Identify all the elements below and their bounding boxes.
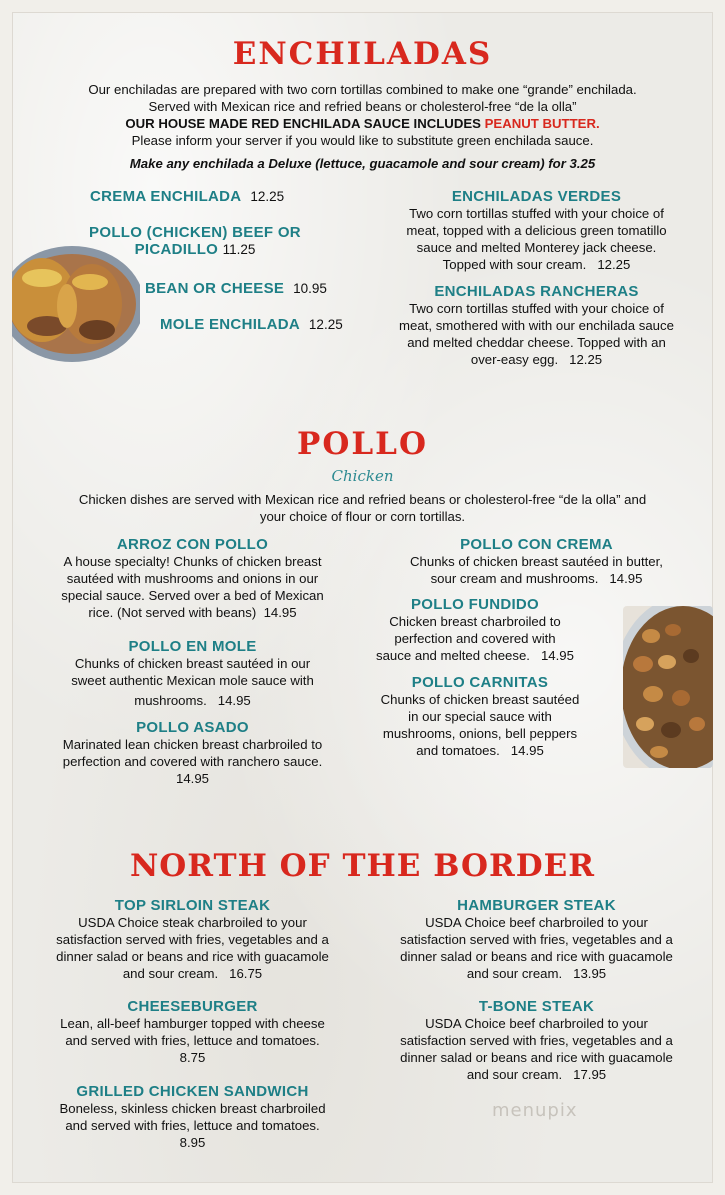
menu-item: ARROZ CON POLLO A house specialty! Chunks of chicken breast sautéed with mushrooms and onions in our special sauce. Served over a bed of Mexican rice. (Not served with beans) 14.95 (61, 536, 324, 620)
menu-item: GRILLED CHICKEN SANDWICH Boneless, skinless chicken breast charbroiled and served with fries, lettuce and tomatoes. 8.95 (59, 1083, 326, 1150)
menu-item: POLLO (CHICKEN) BEEF OR PICADILLO 11.25 (89, 224, 301, 258)
menu-item: MOLE ENCHILADA 12.25 (160, 316, 343, 333)
menu-item: POLLO CARNITAS Chunks of chicken breast sautéed in our special sauce with mushrooms, onions, bell peppers and tomatoes. 14.95 (380, 674, 580, 758)
menu-item: ENCHILADAS RANCHERAS Two corn tortillas stuffed with your choice of meat, smothered with with our enchilada sauce and melted cheddar cheese. Topped with an over-easy egg. 12.25 (399, 283, 674, 367)
enchiladas-title: ENCHILADAS (232, 36, 493, 72)
menu-item: CREMA ENCHILADA 12.25 (90, 188, 285, 205)
pollo-dish-image (623, 606, 713, 768)
menu-item: HAMBURGER STEAK USDA Choice beef charbroiled to your satisfaction served with fries, vegetables and a dinner salad or beans and rice with guacamole and sour cream. 13.95 (400, 897, 673, 981)
menu-item: T-BONE STEAK USDA Choice beef charbroiled to your satisfaction served with fries, vegetables and a dinner salad or beans and rice with guacamole and sour cream. 17.95 (400, 998, 673, 1082)
pollo-subtitle: Chicken (331, 467, 394, 485)
north-title: NORTH OF THE BORDER (129, 848, 596, 884)
menu-item: CHEESEBURGER Lean, all-beef hamburger topped with cheese and served with fries, lettuce and tomatoes. 8.75 (60, 998, 325, 1065)
menu-item: POLLO FUNDIDO Chicken breast charbroiled to perfection and covered with sauce and melted cheese. 14.95 (376, 596, 574, 663)
watermark: menupix (492, 1100, 578, 1121)
deluxe-note: Make any enchilada a Deluxe (lettuce, guacamole and sour cream) for 3.25 (129, 156, 596, 171)
menu-item: POLLO EN MOLE Chunks of chicken breast sautéed in our sweet authentic Mexican mole sauce with mushrooms. 14.95 (71, 638, 314, 708)
menu-item: BEAN OR CHEESE 10.95 (145, 280, 327, 297)
enchiladas-intro: Our enchiladas are prepared with two corn tortillas combined to make one “grande” enchilada. Served with Mexican rice and refried beans or cholesterol-free “de la olla” OUR HOUSE MADE RED ENCHILADA SAUCE INCLUDES PEANUT BUTTER. Please inform your server if you would like to substitute green enchilada sauce. Make any enchilada a Deluxe (lettuce, guacamole and sour cream) for 3.25 (20, 81, 705, 172)
menu-item: ENCHILADAS VERDES Two corn tortillas stuffed with your choice of meat, topped with a delicious green tomatillo sauce and melted Monterey jack cheese. Topped with sour cream. 12.25 (406, 188, 667, 272)
peanut-butter-warning: PEANUT BUTTER. (484, 116, 600, 131)
pollo-intro: Chicken dishes are served with Mexican rice and refried beans or cholesterol-free “de la olla” and your choice of flour or corn tortillas. (78, 492, 647, 524)
menu-item: POLLO CON CREMA Chunks of chicken breast sautéed in butter, sour cream and mushrooms. 14.95 (410, 536, 663, 586)
menu-item: TOP SIRLOIN STEAK USDA Choice steak charbroiled to your satisfaction served with fries, vegetables and a dinner salad or beans and rice with guacamole and sour cream. 16.75 (56, 897, 329, 981)
menu-item: POLLO ASADO Marinated lean chicken breast charbroiled to perfection and covered with ranchero sauce. 14.95 (62, 719, 323, 786)
pollo-title: POLLO (297, 426, 428, 462)
